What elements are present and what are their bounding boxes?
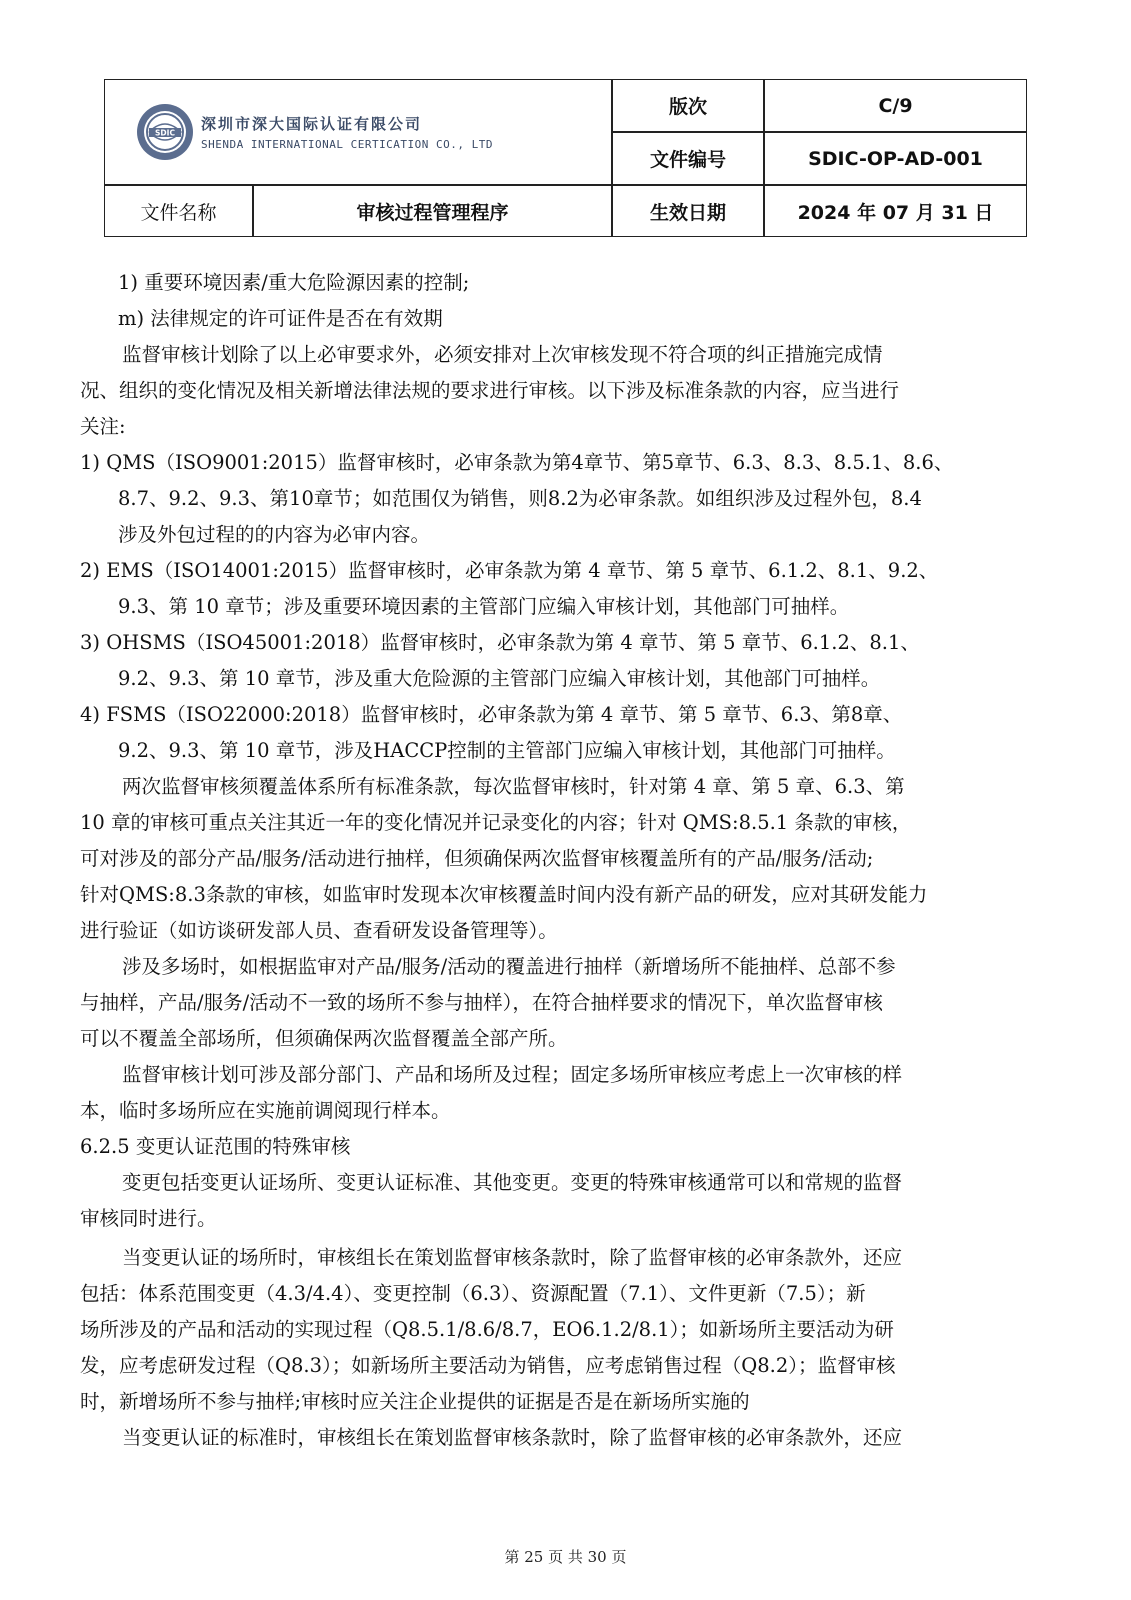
doc-number-label: 文件编号 [649, 149, 726, 171]
paragraph-line: 关注: [80, 415, 126, 438]
company-logo-icon [135, 102, 195, 162]
paragraph-line: 可对涉及的部分产品/服务/活动进行抽样，但须确保两次监督审核覆盖所有的产品/服务/活动; [80, 847, 874, 870]
logo-text: SDIC [155, 128, 175, 138]
paragraph-line: 当变更认证的场所时，审核组长在策划监督审核条款时，除了监督审核的必审条款外，还应 [122, 1246, 903, 1269]
list-item-continued: 8.7、9.2、9.3、第10章节；如范围仅为销售，则8.2为必审条款。如组织涉及过程外包，8.4 [118, 487, 922, 510]
paragraph-line: 变更包括变更认证场所、变更认证标准、其他变更。变更的特殊审核通常可以和常规的监督 [122, 1171, 903, 1194]
list-item-continued: 涉及外包过程的的内容为必审内容。 [118, 523, 431, 546]
company-name-en: SHENDA INTERNATIONAL CERTICATION CO., LTD [201, 138, 494, 151]
paragraph-line: 时，新增场所不参与抽样;审核时应关注企业提供的证据是否是在新场所实施的 [80, 1390, 750, 1413]
list-item: 1) 重要环境因素/重大危险源因素的控制; [118, 271, 470, 294]
effective-date-value: 2024 年 07 月 31 日 [797, 201, 994, 224]
paragraph-line: 可以不覆盖全部场所，但须确保两次监督覆盖全部产所。 [80, 1027, 568, 1050]
page-number-footer: 第 25 页 共 30 页 [504, 1548, 627, 1566]
paragraph-line: 两次监督审核须覆盖体系所有标准条款，每次监督审核时，针对第 4 章、第 5 章、6.3、第 [122, 775, 905, 798]
version-value: C/9 [878, 94, 913, 117]
paragraph-line: 10 章的审核可重点关注其近一年的变化情况并记录变化的内容；针对 QMS:8.5.1 条款的审核， [80, 811, 912, 834]
list-item: 1) QMS（ISO9001:2015）监督审核时，必审条款为第4章节、第5章节、6.3、8.3、8.5.1、8.6、 [80, 451, 954, 474]
paragraph-line: 本，临时多场所应在实施前调阅现行样本。 [80, 1099, 451, 1122]
list-item-continued: 9.3、第 10 章节；涉及重要环境因素的主管部门应编入审核计划，其他部门可抽样。 [118, 595, 850, 618]
paragraph-line: 包括：体系范围变更（4.3/4.4）、变更控制（6.3）、资源配置（7.1）、文件更新（7.5）；新 [80, 1282, 866, 1305]
paragraph-line: 针对QMS:8.3条款的审核，如监审时发现本次审核覆盖时间内没有新产品的研发，应对其研发能力 [80, 883, 928, 906]
list-item-continued: 9.2、9.3、第 10 章节，涉及HACCP控制的主管部门应编入审核计划，其他部门可抽样。 [118, 739, 896, 762]
list-item: 2) EMS（ISO14001:2015）监督审核时，必审条款为第 4 章节、第 5 章节、6.1.2、8.1、9.2、 [80, 559, 939, 582]
list-item: 4) FSMS（ISO22000:2018）监督审核时，必审条款为第 4 章节、第 5 章节、6.3、第8章、 [80, 703, 903, 726]
paragraph-line: 发，应考虑研发过程（Q8.3）；如新场所主要活动为销售，应考虑销售过程（Q8.2）；监督审核 [80, 1354, 896, 1377]
paragraph-line: 监督审核计划除了以上必审要求外，必须安排对上次审核发现不符合项的纠正措施完成情 [122, 343, 883, 366]
document-header-table [104, 79, 1027, 237]
paragraph-line: 涉及多场时，如根据监审对产品/服务/活动的覆盖进行抽样（新增场所不能抽样、总部不参 [122, 955, 896, 978]
doc-name-value: 审核过程管理程序 [356, 201, 509, 224]
company-name-cn: 深圳市深大国际认证有限公司 [201, 115, 423, 133]
list-item: 3) OHSMS（ISO45001:2018）监督审核时，必审条款为第 4 章节、第 5 章节、6.1.2、8.1、 [80, 631, 920, 654]
list-item: m) 法律规定的许可证件是否在有效期 [118, 307, 443, 330]
company-logo-block [105, 80, 615, 185]
paragraph-line: 况、组织的变化情况及相关新增法律法规的要求进行审核。以下涉及标准条款的内容，应当进行 [80, 379, 900, 402]
version-label: 版次 [668, 96, 707, 118]
section-heading: 6.2.5 变更认证范围的特殊审核 [80, 1135, 351, 1158]
doc-name-label: 文件名称 [140, 201, 217, 224]
paragraph-line: 审核同时进行。 [80, 1207, 217, 1230]
paragraph-line: 场所涉及的产品和活动的实现过程（Q8.5.1/8.6/8.7，EO6.1.2/8.1）；如新场所主要活动为研 [80, 1318, 894, 1341]
effective-date-label: 生效日期 [649, 201, 726, 224]
doc-number-value: SDIC-OP-AD-001 [808, 147, 983, 170]
paragraph-line: 与抽样，产品/服务/活动不一致的场所不参与抽样），在符合抽样要求的情况下，单次监督审核 [80, 991, 883, 1014]
paragraph-line: 当变更认证的标准时，审核组长在策划监督审核条款时，除了监督审核的必审条款外，还应 [122, 1426, 903, 1449]
paragraph-line: 监督审核计划可涉及部分部门、产品和场所及过程；固定多场所审核应考虑上一次审核的样 [122, 1063, 903, 1086]
paragraph-line: 进行验证（如访谈研发部人员、查看研发设备管理等）。 [80, 919, 558, 942]
list-item-continued: 9.2、9.3、第 10 章节，涉及重大危险源的主管部门应编入审核计划，其他部门可抽样。 [118, 667, 881, 690]
